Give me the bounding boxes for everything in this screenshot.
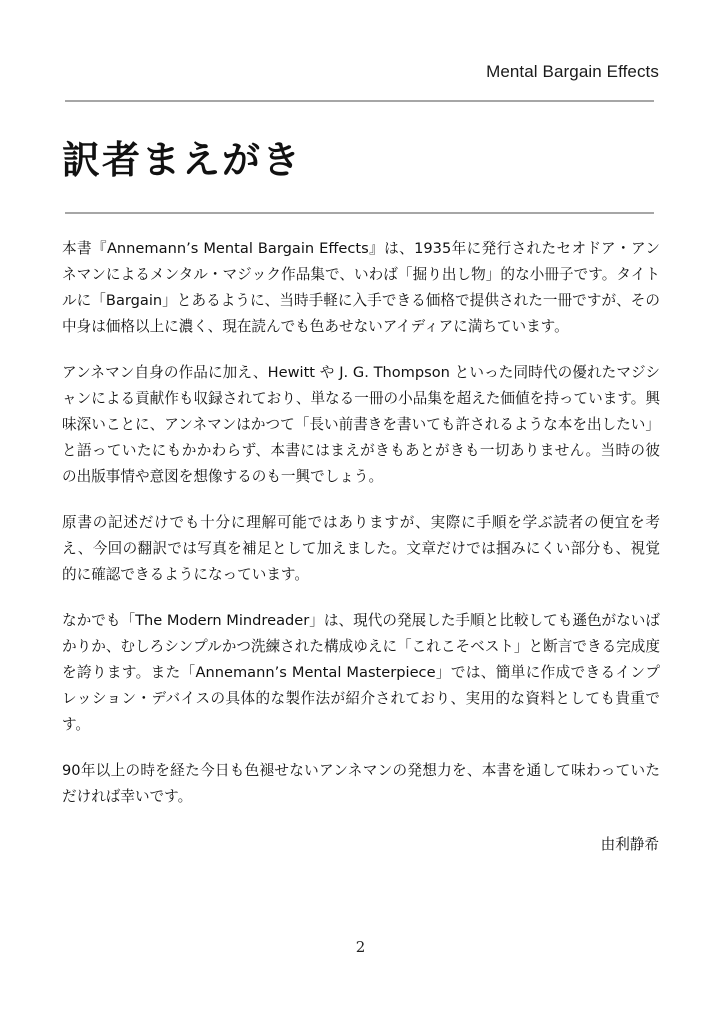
translator-signature: 由利静希: [600, 836, 659, 853]
title-divider: [65, 212, 654, 214]
header-divider: [65, 100, 654, 102]
paragraph: 原書の記述だけでも十分に理解可能ではありますが、実際に手順を学ぶ読者の便宜を考え、今回の翻訳では写真を補足として加えました。文章だけでは掴みにくい部分も、視覚的に確認できるようになっています。: [62, 514, 660, 583]
paragraph: アンネマン自身の作品に加え、Hewitt や J. G. Thompson といった同時代の優れたマジシャンによる貢献作も収録されており、単なる一冊の小品集を超えた価値を持っています。興味深いことに、アンネマンはかつて「長い前書きを書いても許されるような本を出したい」と語っていたにもかかわらず、本書にはまえがきもあとがきも一切ありません。当時の彼の出版事情や意図を想像するのも一興でしょう。: [62, 364, 660, 485]
body-text: [62, 236, 660, 830]
chapter-title: 訳者まえがき: [62, 138, 303, 182]
paragraph: 90年以上の時を経た今日も色褪せないアンネマンの発想力を、本書を通して味わっていただければ幸いです。: [62, 762, 660, 805]
paragraph: 本書『Annemann’s Mental Bargain Effects』は、1935年に発行されたセオドア・アンネマンによるメンタル・マジック作品集で、いわば「掘り出し物」的な小冊子です。タイトルに「Bargain」とあるように、当時手軽に入手できる価格で提供された一冊ですが、その中身は価格以上に濃く、現在読んでも色あせないアイディアに満ちています。: [62, 240, 660, 335]
page-number: 2: [355, 938, 366, 956]
paragraph: なかでも「The Modern Mindreader」は、現代の発展した手順と比較しても遜色がないばかりか、むしろシンプルかつ洗練された構成ゆえに「これこそベスト」と断言できる完成度を誇ります。また「Annemann’s Mental Masterpiece」では、簡単に作成できるインプレッション・デバイスの具体的な製作法が紹介されており、実用的な資料としても貴重です。: [62, 612, 660, 733]
running-header: Mental Bargain Effects: [486, 62, 659, 81]
